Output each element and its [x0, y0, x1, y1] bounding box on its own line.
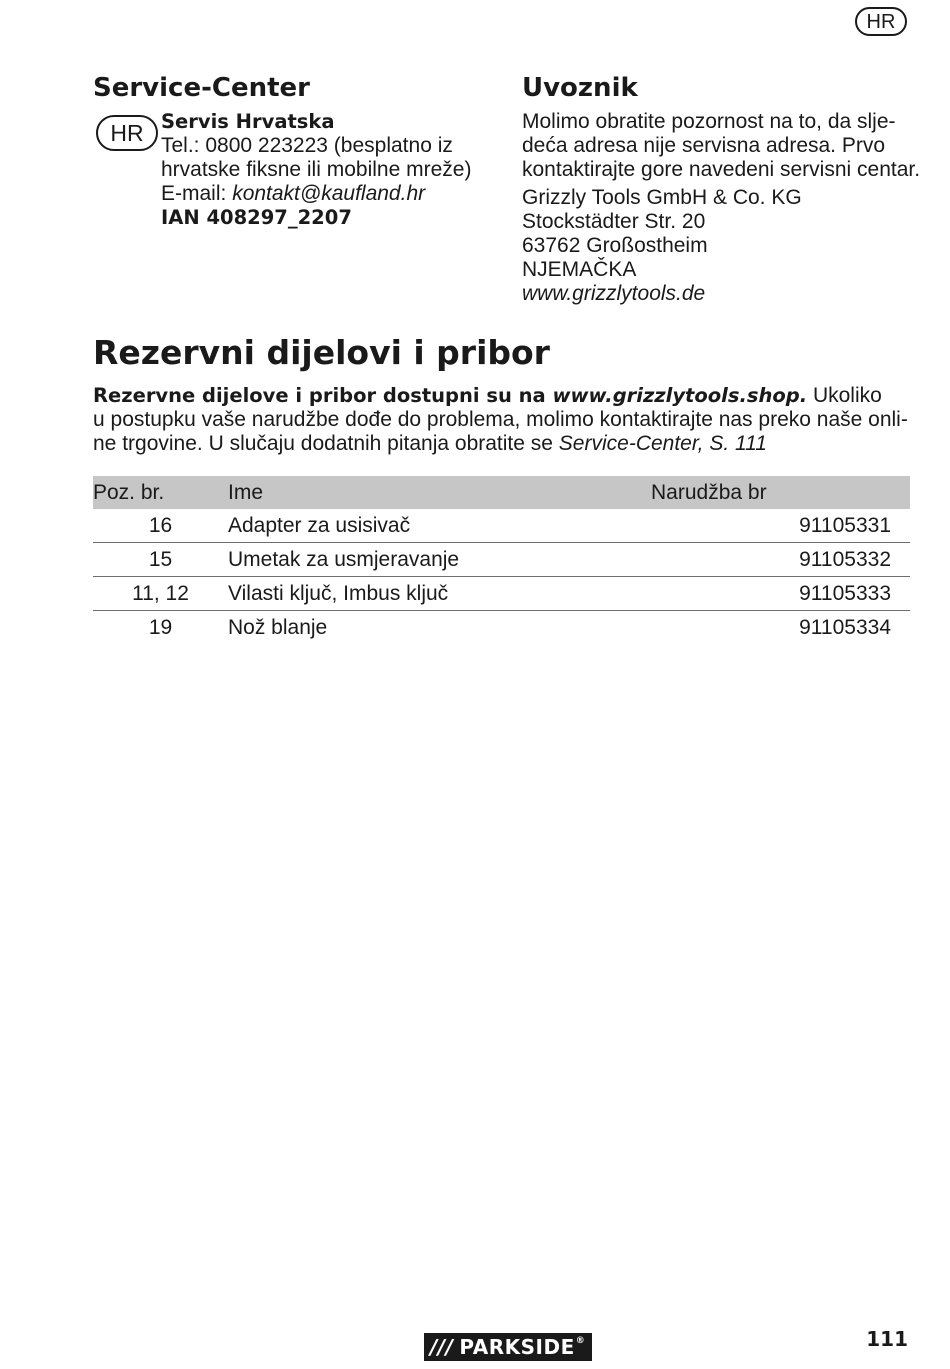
service-center-section — [93, 70, 493, 106]
intro-line3-start: ne trgovine. U slučaju dodatnih pitanja obratite se — [93, 432, 559, 455]
registered-mark-icon: ® — [575, 1336, 586, 1346]
importer-company: Grizzly Tools GmbH & Co. KG — [522, 186, 802, 209]
importer-heading: Uvoznik — [522, 73, 638, 103]
intro-line1-rest: Ukoliko — [807, 384, 882, 407]
service-email-line — [161, 182, 501, 206]
cell-order-number: 91105331 — [799, 513, 891, 537]
intro-line1 — [93, 384, 913, 408]
importer-note-line3: kontaktirajte gore navedeni servisni centar. — [522, 158, 921, 181]
header-order-number: Narudžba br — [651, 476, 910, 509]
table-row — [93, 509, 910, 543]
cell-position: 11, 12 — [93, 577, 228, 611]
cell-order-number: 91105332 — [651, 543, 910, 577]
cell-name: Nož blanje — [228, 611, 651, 645]
logo-brand-text: PARKSIDE — [459, 1335, 575, 1359]
importer-website-link[interactable]: www.grizzlytools.de — [522, 282, 706, 305]
spare-parts-table — [93, 476, 910, 644]
service-tel-line2: hrvatske fiksne ili mobilne mreže) — [161, 158, 472, 181]
header-name: Ime — [228, 476, 651, 509]
service-email-link[interactable]: kontakt@kaufland.hr — [232, 182, 426, 205]
importer-street: Stockstädter Str. 20 — [522, 210, 706, 233]
service-center-heading: Service-Center — [93, 73, 310, 103]
parkside-logo — [424, 1333, 592, 1361]
table-header-row — [93, 476, 910, 509]
header-position: Poz. br. — [93, 476, 228, 509]
cell-order-number: 91105333 — [651, 577, 910, 611]
service-country-badge: HR — [96, 115, 158, 151]
importer-country: NJEMAČKA — [522, 258, 637, 281]
intro-line2: u postupku vaše narudžbe dođe do problema, molimo kontaktirajte nas preko naše onli- — [93, 408, 908, 431]
importer-city: 63762 Großostheim — [522, 234, 708, 257]
importer-section — [522, 70, 922, 306]
table-row — [93, 577, 910, 611]
cell-name: Vilasti ključ, Imbus ključ — [228, 577, 651, 611]
spare-parts-intro — [93, 384, 913, 456]
service-country: Servis Hrvatska — [161, 110, 335, 133]
table-row — [93, 543, 910, 577]
shop-link[interactable]: www.grizzlytools.shop. — [552, 384, 808, 407]
page-number: 111 — [866, 1327, 908, 1351]
table-row — [93, 611, 910, 645]
service-ian: IAN 408297_2207 — [161, 206, 352, 229]
spare-parts-heading: Rezervni dijelovi i pribor — [93, 333, 550, 372]
intro-line3 — [93, 432, 913, 456]
cell-name: Umetak za usmjeravanje — [228, 543, 651, 577]
cell-order-number: 91105334 — [651, 611, 910, 645]
logo-slashes-icon: /// — [430, 1335, 454, 1359]
service-tel-line1: Tel.: 0800 223223 (besplatno iz — [161, 134, 453, 157]
cell-name: Adapter za usisivač — [228, 513, 411, 537]
importer-note-line2: deća adresa nije servisna adresa. Prvo — [522, 134, 886, 157]
language-badge: HR — [855, 7, 907, 36]
cell-position: 19 — [93, 611, 228, 645]
cell-position: 15 — [93, 543, 228, 577]
intro-bold-text: Rezervne dijelove i pribor dostupni su na — [93, 384, 553, 407]
service-email-label: E-mail: — [161, 182, 233, 205]
service-center-reference: Service-Center, S. 111 — [558, 432, 767, 455]
importer-note-line1: Molimo obratite pozornost na to, da slje- — [522, 110, 896, 133]
cell-position: 16 — [148, 513, 173, 537]
